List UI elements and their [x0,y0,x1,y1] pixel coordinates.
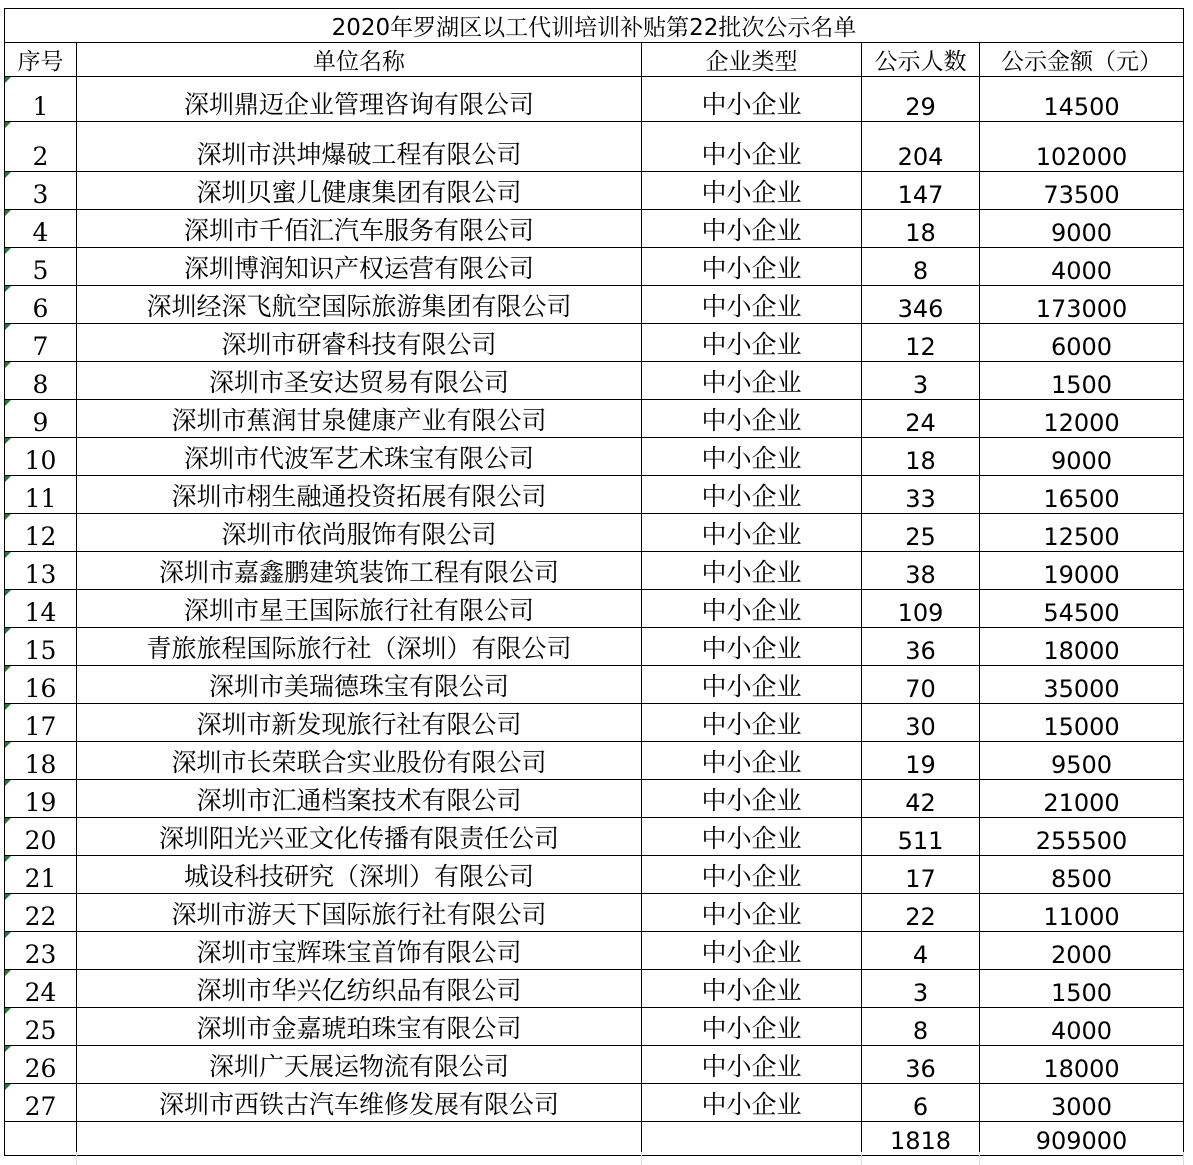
row-index-label: 21 [24,864,57,893]
empty-cell[interactable] [642,1122,862,1156]
table-row [5,400,1184,438]
row-index-label: 11 [24,484,57,513]
cell-company[interactable]: 深圳市华兴亿纺织品有限公司 [77,970,642,1008]
cell-marker-icon [5,286,11,292]
cell-type[interactable]: 中小企业 [642,704,862,742]
cell-company[interactable]: 深圳市宝辉珠宝首饰有限公司 [77,932,642,970]
cell-people[interactable]: 8 [862,248,980,286]
cell-company[interactable]: 深圳博润知识产权运营有限公司 [77,248,642,286]
cell-people[interactable]: 12 [862,324,980,362]
table-row [5,438,1184,476]
row-index-label: 1 [32,92,49,121]
cell-type[interactable]: 中小企业 [642,324,862,362]
cell-marker-icon [5,324,11,330]
cell-marker-icon [5,780,11,786]
cell-amount[interactable]: 1500 [980,362,1184,400]
cell-company[interactable]: 深圳市嘉鑫鹏建筑装饰工程有限公司 [77,552,642,590]
cell-type[interactable]: 中小企业 [642,172,862,210]
cell-company[interactable]: 深圳市研睿科技有限公司 [77,324,642,362]
row-index-label: 8 [32,370,49,399]
cell-amount[interactable]: 35000 [980,666,1184,704]
cell-amount[interactable]: 4000 [980,248,1184,286]
cell-company[interactable]: 深圳市圣安达贸易有限公司 [77,362,642,400]
table-row [5,324,1184,362]
cell-type[interactable]: 中小企业 [642,248,862,286]
cell-company[interactable]: 深圳贝蜜儿健康集团有限公司 [77,172,642,210]
cell-amount[interactable]: 15000 [980,704,1184,742]
table-body [5,9,1184,1156]
cell-company[interactable]: 深圳经深飞航空国际旅游集团有限公司 [77,286,642,324]
table-row [5,894,1184,932]
cell-amount[interactable]: 21000 [980,780,1184,818]
cell-type[interactable]: 中小企业 [642,552,862,590]
cell-marker-icon [5,704,11,710]
gridline [641,1152,642,1165]
cell-marker-icon [5,1084,11,1090]
cell-company[interactable]: 深圳市千佰汇汽车服务有限公司 [77,210,642,248]
cell-amount[interactable]: 4000 [980,1008,1184,1046]
cell-company[interactable]: 深圳市金嘉琥珀珠宝有限公司 [77,1008,642,1046]
cell-people[interactable]: 25 [862,514,980,552]
cell-amount[interactable]: 1500 [980,970,1184,1008]
cell-index[interactable] [5,590,77,628]
cell-people[interactable]: 109 [862,590,980,628]
table-row [5,1008,1184,1046]
cell-marker-icon [5,1046,11,1052]
cell-marker-icon [5,1008,11,1014]
cell-marker-icon [5,628,11,634]
table-row [5,970,1184,1008]
cell-company[interactable]: 深圳市美瑞德珠宝有限公司 [77,666,642,704]
table-row [5,77,1184,122]
cell-index[interactable] [5,77,77,122]
cell-index[interactable] [5,780,77,818]
cell-marker-icon [5,932,11,938]
cell-people[interactable]: 3 [862,970,980,1008]
cell-marker-icon [5,362,11,368]
notice-table [4,8,1184,1156]
cell-index[interactable] [5,438,77,476]
cell-people[interactable]: 147 [862,172,980,210]
cell-index[interactable] [5,210,77,248]
cell-marker-icon [5,856,11,862]
cell-index[interactable] [5,856,77,894]
cell-people[interactable]: 8 [862,1008,980,1046]
cell-amount[interactable]: 6000 [980,324,1184,362]
row-index-label: 27 [24,1092,57,1121]
row-index-label: 16 [24,674,57,703]
table-row [5,248,1184,286]
cell-type[interactable]: 中小企业 [642,590,862,628]
cell-people[interactable]: 346 [862,286,980,324]
cell-company[interactable]: 深圳市依尚服饰有限公司 [77,514,642,552]
gridline [861,1152,862,1165]
cell-marker-icon [5,552,11,558]
cell-people[interactable]: 24 [862,400,980,438]
cell-company[interactable]: 深圳市代波军艺术珠宝有限公司 [77,438,642,476]
cell-people[interactable]: 33 [862,476,980,514]
cell-index[interactable] [5,362,77,400]
cell-amount[interactable]: 11000 [980,894,1184,932]
cell-company[interactable]: 深圳市游天下国际旅行社有限公司 [77,894,642,932]
cell-marker-icon [5,210,11,216]
cell-index[interactable] [5,970,77,1008]
cell-type[interactable]: 中小企业 [642,400,862,438]
cell-type[interactable]: 中小企业 [642,77,862,122]
cell-company[interactable]: 深圳市星王国际旅行社有限公司 [77,590,642,628]
table-row [5,590,1184,628]
table-row [5,818,1184,856]
cell-people[interactable]: 42 [862,780,980,818]
cell-people[interactable]: 3 [862,362,980,400]
cell-amount[interactable]: 73500 [980,172,1184,210]
row-index-label: 24 [24,978,57,1007]
cell-people[interactable]: 36 [862,1046,980,1084]
cell-type[interactable]: 中小企业 [642,438,862,476]
table-row [5,932,1184,970]
row-index-label: 3 [32,180,49,209]
cell-marker-icon [5,514,11,520]
cell-type[interactable]: 中小企业 [642,780,862,818]
cell-index[interactable] [5,172,77,210]
table-row [5,552,1184,590]
cell-people[interactable]: 30 [862,704,980,742]
row-index-label: 12 [24,522,57,551]
cell-index[interactable] [5,122,77,172]
cell-amount[interactable]: 9000 [980,438,1184,476]
cell-company[interactable]: 深圳市西铁古汽车维修发展有限公司 [77,1084,642,1122]
cell-people[interactable]: 36 [862,628,980,666]
cell-index[interactable] [5,248,77,286]
table-row [5,780,1184,818]
cell-amount[interactable]: 19000 [980,552,1184,590]
cell-people[interactable]: 4 [862,932,980,970]
row-index-label: 5 [32,256,49,285]
cell-type[interactable]: 中小企业 [642,818,862,856]
cell-amount[interactable]: 3000 [980,1084,1184,1122]
cell-people[interactable]: 18 [862,210,980,248]
cell-type[interactable]: 中小企业 [642,1084,862,1122]
cell-people[interactable]: 6 [862,1084,980,1122]
cell-people[interactable]: 17 [862,856,980,894]
cell-index[interactable] [5,324,77,362]
cell-amount[interactable]: 173000 [980,286,1184,324]
cell-marker-icon [5,894,11,900]
row-index-label: 23 [24,940,57,969]
cell-index[interactable] [5,818,77,856]
cell-company[interactable]: 深圳市蕉润甘泉健康产业有限公司 [77,400,642,438]
cell-amount[interactable]: 16500 [980,476,1184,514]
cell-index[interactable] [5,400,77,438]
cell-marker-icon [5,970,11,976]
table-row [5,210,1184,248]
cell-index[interactable] [5,894,77,932]
cell-company[interactable]: 深圳市长荣联合实业股份有限公司 [77,742,642,780]
header-people[interactable]: 公示人数 [862,43,980,77]
cell-index[interactable] [5,514,77,552]
table-row [5,122,1184,172]
cell-index[interactable] [5,742,77,780]
row-index-label: 4 [32,218,49,247]
cell-type[interactable]: 中小企业 [642,476,862,514]
cell-marker-icon [5,400,11,406]
cell-index[interactable] [5,476,77,514]
cell-type[interactable]: 中小企业 [642,362,862,400]
row-index-label: 2 [32,142,49,171]
cell-company[interactable]: 深圳市栩生融通投资拓展有限公司 [77,476,642,514]
cell-marker-icon [5,172,11,178]
row-index-label: 7 [32,332,49,361]
cell-type[interactable]: 中小企业 [642,742,862,780]
row-index-label: 20 [24,826,57,855]
row-index-label: 15 [24,636,57,665]
cell-company[interactable]: 深圳鼎迈企业管理咨询有限公司 [77,77,642,122]
cell-amount[interactable]: 9000 [980,210,1184,248]
cell-type[interactable]: 中小企业 [642,628,862,666]
cell-type[interactable]: 中小企业 [642,894,862,932]
header-index[interactable]: 序号 [5,43,77,77]
row-index-label: 22 [24,902,57,931]
cell-people[interactable]: 22 [862,894,980,932]
cell-type[interactable]: 中小企业 [642,122,862,172]
cell-type[interactable]: 中小企业 [642,514,862,552]
row-index-label: 10 [24,446,57,475]
cell-marker-icon [5,590,11,596]
row-index-label: 13 [24,560,57,589]
table-row [5,856,1184,894]
table-row [5,742,1184,780]
title-row [5,9,1184,43]
header-company[interactable]: 单位名称 [77,43,642,77]
cell-index[interactable] [5,286,77,324]
cell-type[interactable]: 中小企业 [642,1046,862,1084]
cell-marker-icon [5,122,11,128]
cell-index[interactable] [5,704,77,742]
cell-type[interactable]: 中小企业 [642,970,862,1008]
table-row [5,514,1184,552]
cell-marker-icon [5,77,11,83]
cell-amount[interactable]: 8500 [980,856,1184,894]
header-amount[interactable]: 公示金额（元） [980,43,1184,77]
cell-amount[interactable]: 54500 [980,590,1184,628]
empty-cell[interactable] [77,1122,642,1156]
row-index-label: 26 [24,1054,57,1083]
cell-company[interactable]: 深圳市洪坤爆破工程有限公司 [77,122,642,172]
cell-amount[interactable]: 12500 [980,514,1184,552]
cell-amount[interactable]: 2000 [980,932,1184,970]
cell-type[interactable]: 中小企业 [642,1008,862,1046]
gridline [76,1152,77,1165]
cell-company[interactable]: 深圳阳光兴亚文化传播有限责任公司 [77,818,642,856]
cell-index[interactable] [5,1046,77,1084]
gridline [1183,1152,1184,1165]
cell-company[interactable]: 深圳市汇通档案技术有限公司 [77,780,642,818]
cell-type[interactable]: 中小企业 [642,666,862,704]
cell-people[interactable]: 18 [862,438,980,476]
cell-people[interactable]: 511 [862,818,980,856]
table-row [5,362,1184,400]
cell-marker-icon [5,476,11,482]
cell-index[interactable] [5,666,77,704]
totals-row [5,1122,1184,1156]
total-amount[interactable]: 909000 [980,1122,1184,1156]
cell-amount[interactable]: 255500 [980,818,1184,856]
cell-marker-icon [5,248,11,254]
cell-type[interactable]: 中小企业 [642,286,862,324]
cell-people[interactable]: 70 [862,666,980,704]
row-index-label: 25 [24,1016,57,1045]
cell-amount[interactable]: 12000 [980,400,1184,438]
cell-marker-icon [5,742,11,748]
row-index-label: 17 [24,712,57,741]
table-row [5,666,1184,704]
cell-amount[interactable]: 9500 [980,742,1184,780]
cell-type[interactable]: 中小企业 [642,856,862,894]
cell-type[interactable]: 中小企业 [642,932,862,970]
cell-company[interactable]: 深圳市新发现旅行社有限公司 [77,704,642,742]
table-title[interactable]: 2020年罗湖区以工代训培训补贴第22批次公示名单 [5,9,1184,43]
table-row [5,286,1184,324]
cell-marker-icon [5,818,11,824]
header-type[interactable]: 企业类型 [642,43,862,77]
cell-index[interactable] [5,552,77,590]
cell-type[interactable]: 中小企业 [642,210,862,248]
table-row [5,628,1184,666]
row-index-label: 19 [24,788,57,817]
cell-marker-icon [5,666,11,672]
row-index-label: 9 [32,408,49,437]
table-row [5,1046,1184,1084]
cell-index[interactable] [5,1008,77,1046]
gridline [979,1152,980,1165]
cell-amount[interactable]: 18000 [980,1046,1184,1084]
table-row [5,704,1184,742]
header-row [5,43,1184,77]
empty-cell[interactable] [5,1122,77,1156]
table-row [5,1084,1184,1122]
cell-people[interactable]: 38 [862,552,980,590]
row-index-label: 14 [24,598,57,627]
cell-amount[interactable]: 14500 [980,77,1184,122]
table-row [5,172,1184,210]
table-row [5,476,1184,514]
cell-people[interactable]: 204 [862,122,980,172]
cell-people[interactable]: 29 [862,77,980,122]
cell-marker-icon [5,438,11,444]
cell-company[interactable]: 城设科技研究（深圳）有限公司 [77,856,642,894]
cell-amount[interactable]: 102000 [980,122,1184,172]
cell-company[interactable]: 深圳广天展运物流有限公司 [77,1046,642,1084]
cell-index[interactable] [5,1084,77,1122]
row-index-label: 6 [32,294,49,323]
total-people[interactable]: 1818 [862,1122,980,1156]
row-index-label: 18 [24,750,57,779]
cell-people[interactable]: 19 [862,742,980,780]
cell-company[interactable]: 青旅旅程国际旅行社（深圳）有限公司 [77,628,642,666]
cell-index[interactable] [5,628,77,666]
cell-amount[interactable]: 18000 [980,628,1184,666]
cell-index[interactable] [5,932,77,970]
